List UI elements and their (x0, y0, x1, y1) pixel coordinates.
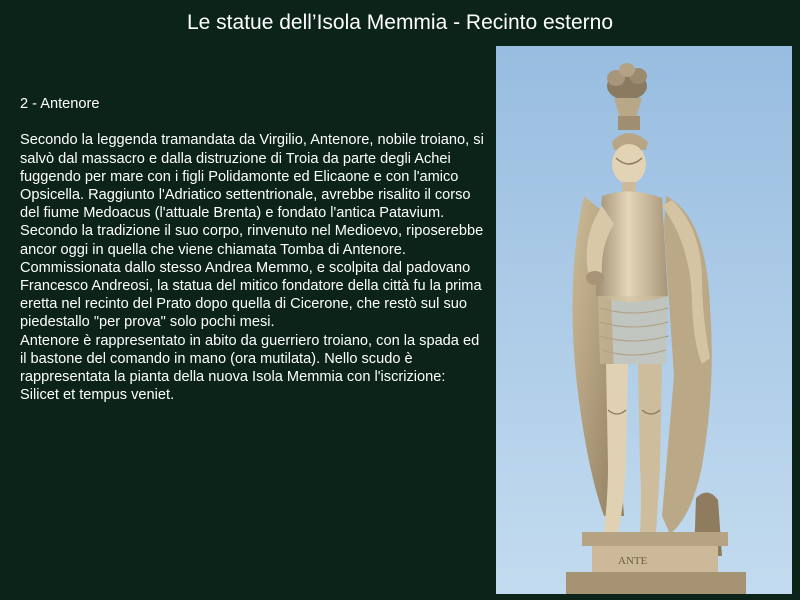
pedestal-inscription: ANTE (618, 555, 648, 567)
paragraph-commission: Commissionata dallo stesso Andrea Memmo, e scolpita dal padovano Francesco Andreosi, la statua del mitico fondatore della città fu la prima eretta nel recinto del Prato dopo quella di Cicerone, che restò sul suo piedestallo "per prova" solo pochi mesi. (20, 259, 482, 331)
mutilated-hand (586, 271, 604, 285)
text-block (20, 95, 485, 404)
slide-title: Le statue dell’Isola Memmia - Recinto esterno (186, 11, 614, 34)
paragraph-description: Antenore è rappresentato in abito da guerriero troiano, con la spada ed il bastone del comando in mano (ora mutilata). Nello scudo è rappresentata la pianta della nuova Isola Memmia con l'iscrizione: Silicet et tempus veniet. (20, 332, 480, 404)
statue-heading: 2 - Antenore (20, 96, 100, 112)
armor-skirt (598, 296, 668, 364)
paragraph-tomb: Secondo la tradizione il suo corpo, rinvenuto nel Medioevo, riposerebbe ancor oggi in quella che viene chiamata Tomba di Antenore. (20, 223, 484, 258)
paragraph-legend: Secondo la leggenda tramandata da Virgilio, Antenore, nobile troiano, si salvò dal massacro e dalla distruzione di Troia da parte degli Achei fuggendo per mare con i figli Polidamonte ed Elicaone e con l'amico Opsicella. Raggiunto l'Adriatico settentrionale, avrebbe risalito il corso del fiume Medoacus (l'attuale Brenta) e fondato l'antica Patavium. (20, 132, 484, 222)
statue-image (496, 46, 792, 594)
statue-photo (496, 46, 792, 594)
statue-torso (596, 191, 668, 302)
